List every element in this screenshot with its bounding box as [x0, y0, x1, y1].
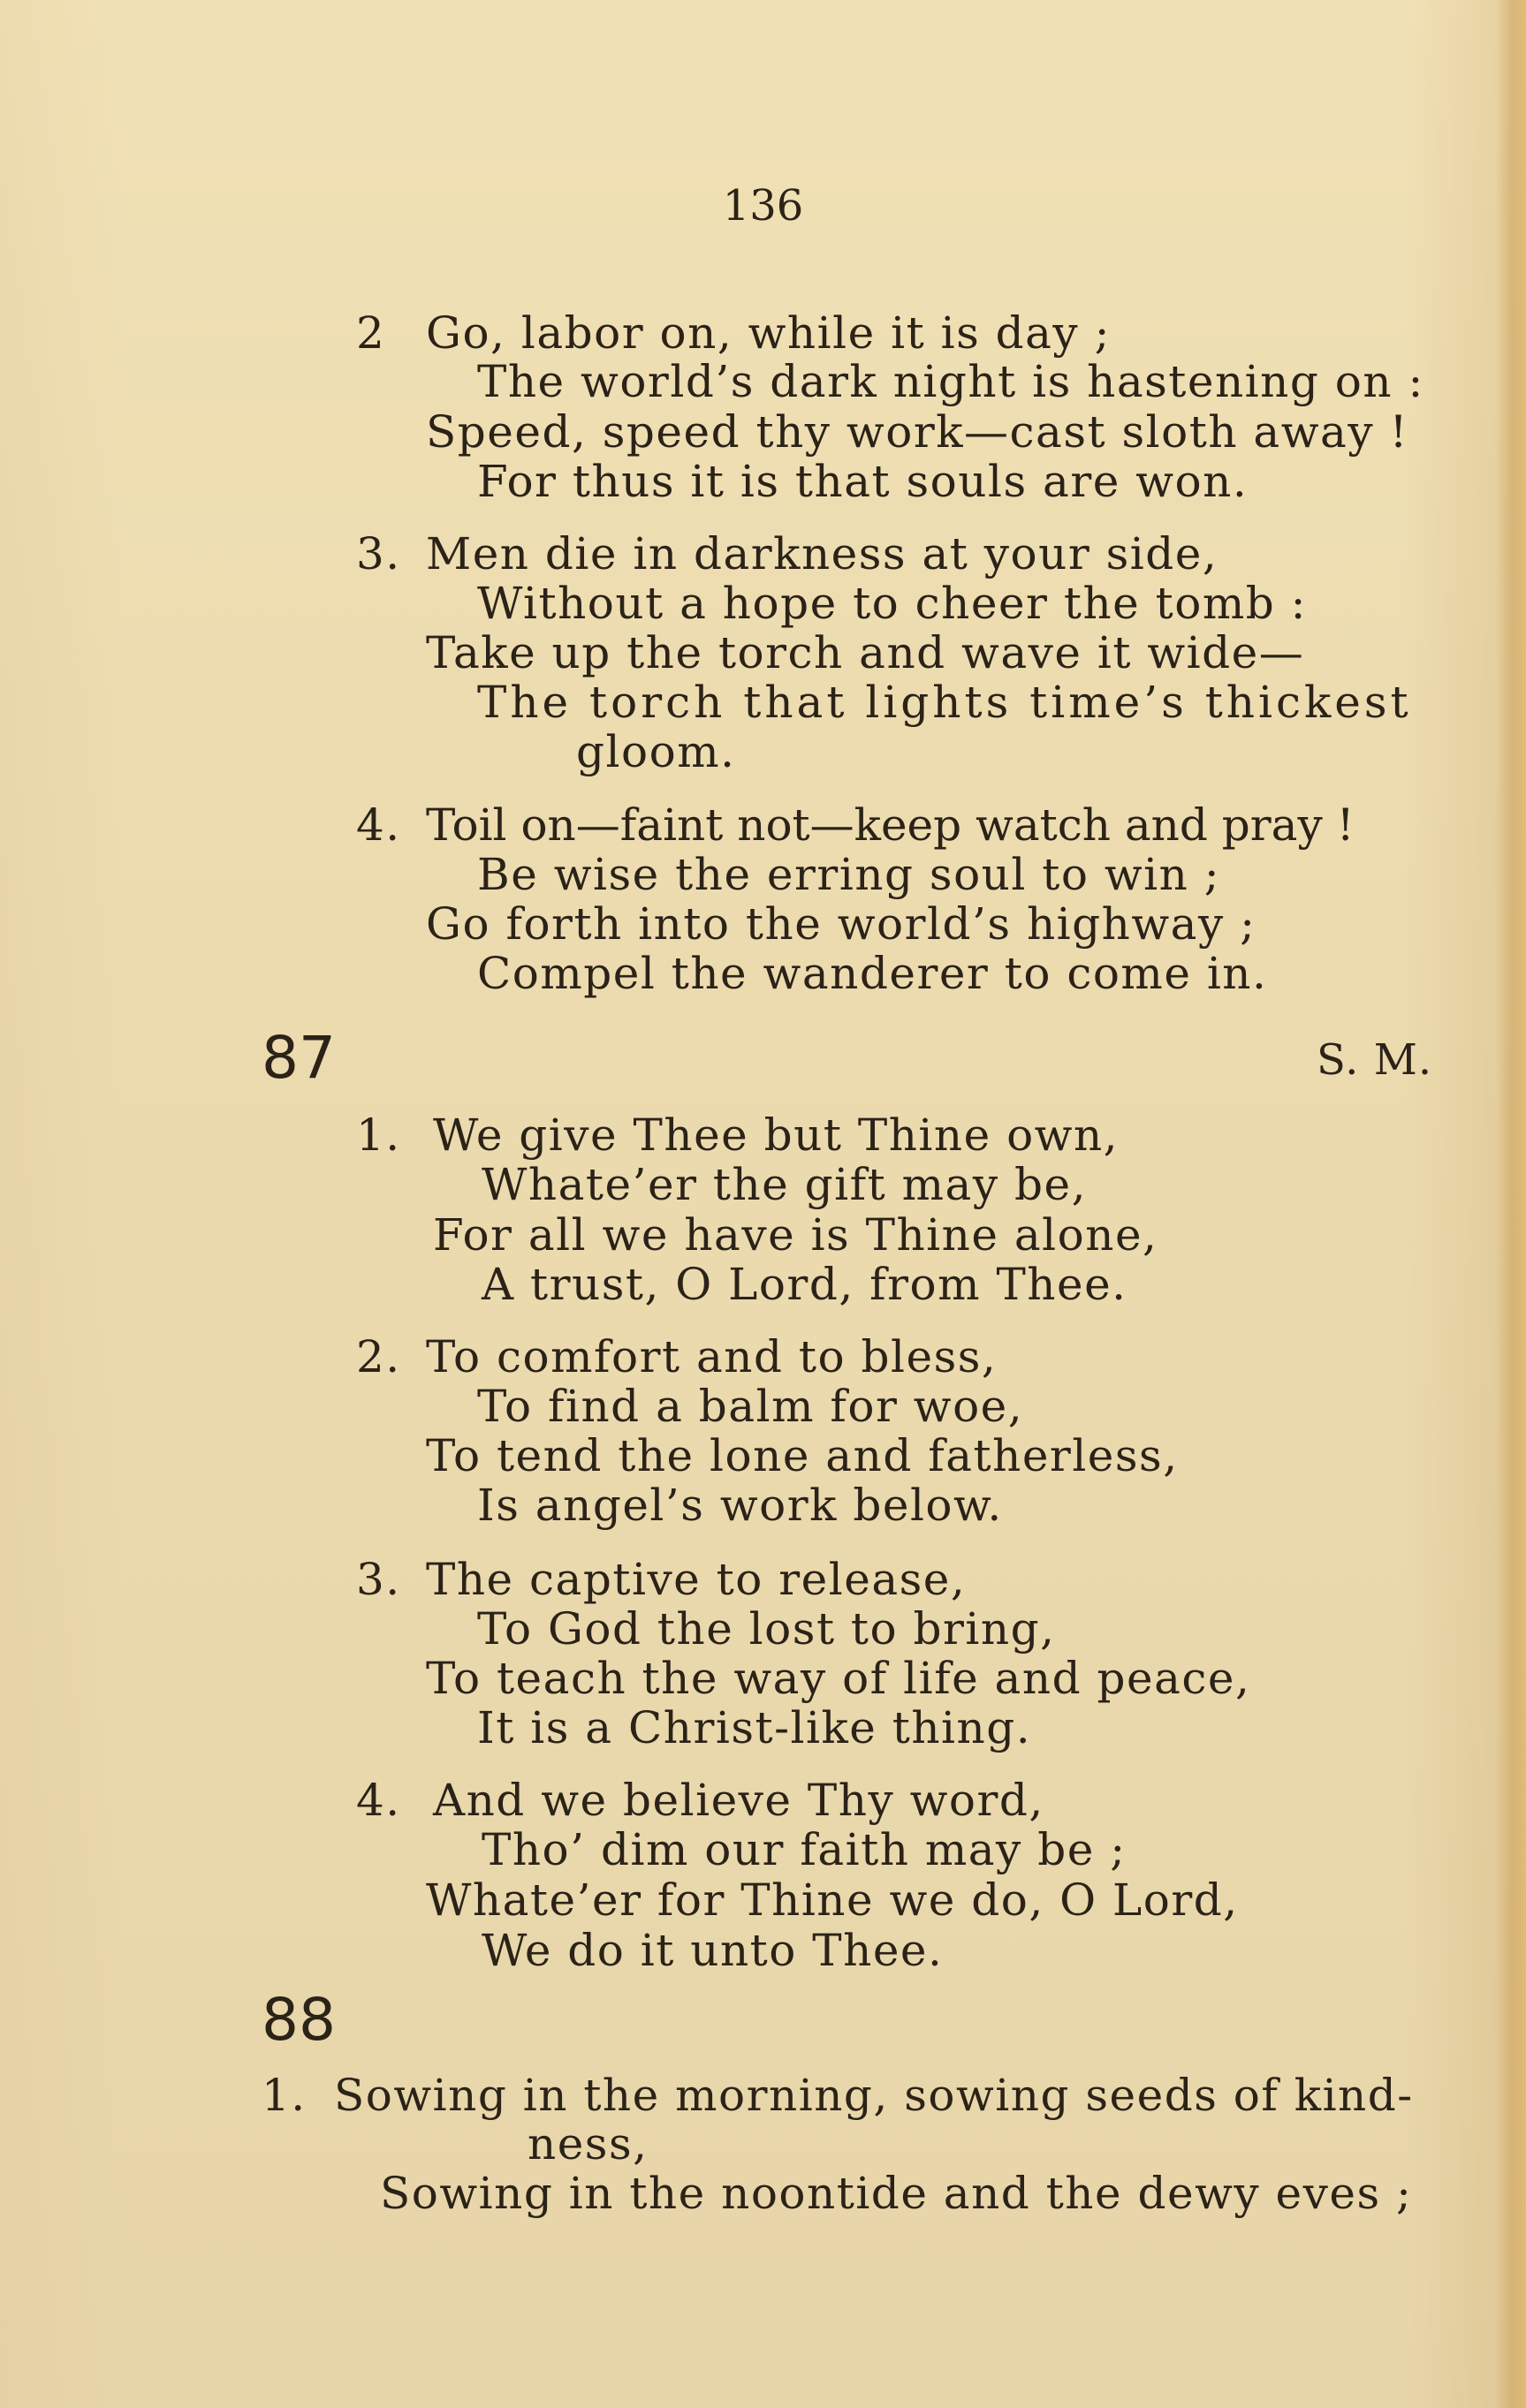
hymn-line: The world’s dark night is hastening on : — [477, 356, 1424, 407]
hymn-line: To teach the way of life and peace, — [426, 1653, 1251, 1704]
hymn-line: For all we have is Thine alone, — [433, 1209, 1158, 1261]
hymn-line: To God the lost to bring, — [477, 1603, 1056, 1655]
hymn-line: For thus it is that souls are won. — [477, 456, 1249, 507]
stanza-number: 3. — [356, 1554, 401, 1605]
hymn-number: 87 — [262, 1024, 336, 1092]
hymn-line: Is angel’s work below. — [477, 1480, 1003, 1531]
hymn-line: The captive to release, — [426, 1554, 967, 1605]
hymn-line: Whate’er for Thine we do, O Lord, — [426, 1874, 1239, 1926]
hymn-line: Go, labor on, while it is day ; — [426, 307, 1111, 359]
hymn-line: Men die in darkness at your side, — [426, 528, 1219, 579]
stanza-number: 2. — [356, 1331, 401, 1382]
hymn-line: Go forth into the world’s highway ; — [426, 898, 1256, 950]
hymn-line: ness, — [528, 2118, 649, 2169]
hymn-line: It is a Christ-like thing. — [477, 1702, 1032, 1753]
hymn-line: We do it unto Thee. — [482, 1925, 944, 1976]
hymn-line: The torch that lights time’s thickest — [477, 677, 1412, 728]
hymn-line: Toil on—faint not—keep watch and pray ! — [426, 799, 1355, 851]
hymn-line: Be wise the erring soul to win ; — [477, 849, 1221, 900]
hymn-line: To tend the lone and fatherless, — [426, 1430, 1179, 1481]
hymn-line: Sowing in the noontide and the dewy eves ; — [380, 2168, 1413, 2219]
hymn-line: Take up the torch and wave it wide— — [426, 627, 1305, 678]
hymn-number: 88 — [262, 1986, 336, 2054]
stanza-number: 1. — [356, 1109, 401, 1161]
hymn-meter: S. M. — [1317, 1035, 1433, 1085]
stanza-number: 3. — [356, 528, 401, 579]
page-edge-shading — [1496, 0, 1526, 2408]
hymn-line: Without a hope to cheer the tomb : — [477, 578, 1307, 629]
hymn-line: A trust, O Lord, from Thee. — [482, 1259, 1127, 1310]
hymn-line: To comfort and to bless, — [426, 1331, 998, 1382]
stanza-number: 4. — [356, 1775, 401, 1826]
hymn-line: Compel the wanderer to come in. — [477, 948, 1268, 999]
stanza-number: 4. — [356, 799, 401, 851]
hymn-line: Speed, speed thy work—cast sloth away ! — [426, 406, 1409, 458]
stanza-number: 1. — [262, 2070, 307, 2121]
hymn-line: Sowing in the morning, sowing seeds of kind- — [334, 2070, 1414, 2121]
stanza-number: 2 — [356, 307, 386, 359]
hymn-line: And we believe Thy word, — [433, 1775, 1044, 1826]
hymn-line: To find a balm for woe, — [477, 1381, 1024, 1432]
hymn-line: Tho’ dim our faith may be ; — [482, 1824, 1127, 1875]
hymn-line: Whate’er the gift may be, — [482, 1159, 1087, 1210]
hymn-line: We give Thee but Thine own, — [433, 1109, 1120, 1161]
page-number: 136 — [722, 181, 804, 231]
hymn-line: gloom. — [576, 726, 736, 777]
